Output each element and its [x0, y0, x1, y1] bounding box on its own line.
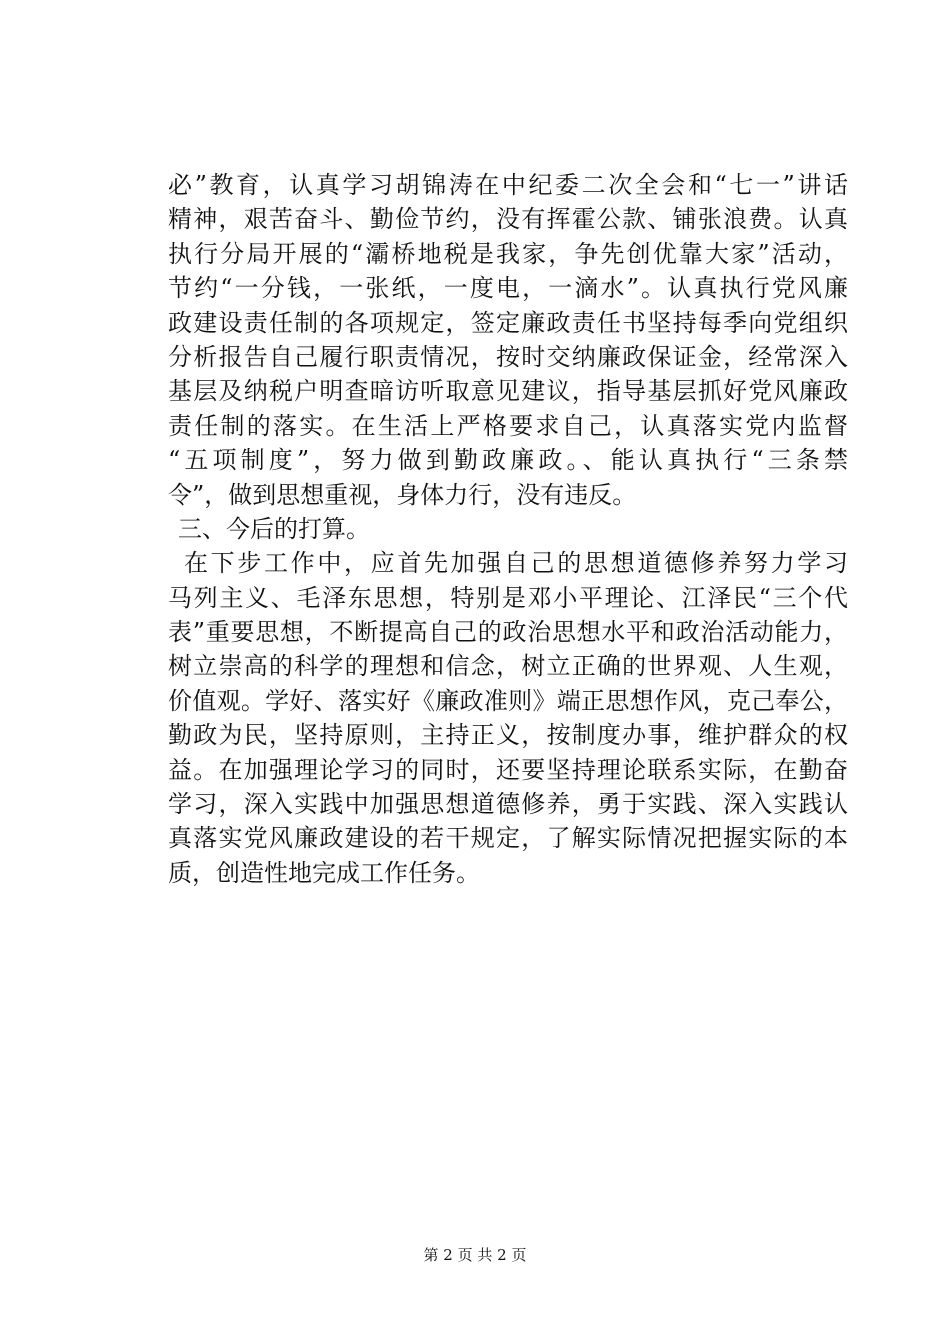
text-line: 必”教育，认真学习胡锦涛在中纪委二次全会和“七一”讲话: [168, 171, 848, 199]
text-line: 基层及纳税户明查暗访听取意见建议，指导基层抓好党风廉政: [168, 377, 848, 406]
text-line: 马列主义、毛泽东思想，特别是邓小平理论、江泽民“三个代: [168, 583, 848, 612]
section-heading: 三、今后的打算。: [178, 514, 370, 543]
text-line: 执行分局开展的“灞桥地税是我家，争先创优靠大家”活动，: [168, 239, 848, 268]
text-line: 质，创造性地完成工作任务。: [168, 858, 480, 887]
text-line: 益。在加强理论学习的同时，还要坚持理论联系实际，在勤奋: [168, 755, 848, 784]
text-line: 表”重要思想，不断提高自己的政治思想水平和政治活动能力，: [168, 618, 848, 647]
text-line: 分析报告自己履行职责情况，按时交纳廉政保证金，经常深入: [168, 342, 848, 371]
text-line: 勤政为民，坚持原则，主持正义，按制度办事，维护群众的权: [168, 721, 848, 750]
text-line: 节约“一分钱，一张纸，一度电，一滴水”。认真执行党风廉: [168, 274, 848, 303]
text-line: 精神，艰苦奋斗、勤俭节约，没有挥霍公款、铺张浪费。认真: [168, 205, 848, 234]
text-line: 价值观。学好、落实好《廉政准则》端正思想作风，克己奉公，: [168, 686, 848, 715]
page-number-footer: 第 2 页 共 2 页: [423, 1246, 527, 1264]
body-text: [168, 168, 848, 890]
text-line: 在下步工作中，应首先加强自己的思想道德修养努力学习: [184, 549, 848, 578]
text-line: “五项制度”，努力做到勤政廉政。、能认真执行“三条禁: [168, 446, 848, 475]
text-line: 令”，做到思想重视，身体力行，没有违反。: [168, 480, 637, 509]
text-line: 真落实党风廉政建设的若干规定，了解实际情况把握实际的本: [168, 824, 848, 853]
text-line: 责任制的落实。在生活上严格要求自己，认真落实党内监督: [168, 411, 848, 440]
text-line: 树立崇高的科学的理想和信念，树立正确的世界观、人生观，: [168, 652, 848, 681]
text-line: 学习，深入实践中加强思想道德修养，勇于实践、深入实践认: [168, 790, 848, 819]
text-line: 政建设责任制的各项规定，签定廉政责任书坚持每季向党组织: [168, 308, 848, 337]
